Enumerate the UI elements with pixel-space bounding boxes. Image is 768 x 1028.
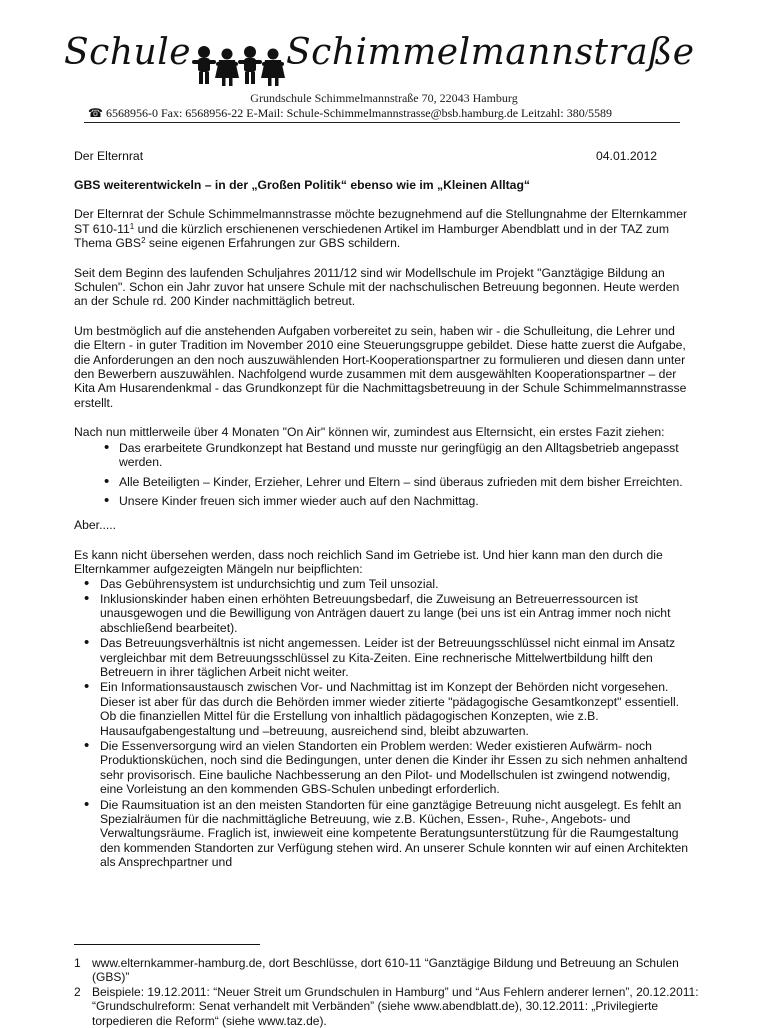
issues-list: [74, 577, 694, 870]
list-item: • Inklusionskinder haben einen erhöhten Betreuungsbedarf, die Zuweisung an Betreuerressourcen ist unausgewogen und die Bewilligung von Anträgen dauert zu lange (bei uns ist ein Antrag immer noch nicht abschließend bearbeitet).: [74, 592, 694, 635]
list-item: • Das erarbeitete Grundkonzept hat Bestand und musste nur geringfügig an den Alltagsbetrieb angepasst werden.: [74, 441, 694, 470]
school-name-left: Schule: [64, 32, 192, 73]
phone-icon: ☎: [88, 106, 103, 120]
footnote-number: 2: [74, 984, 81, 999]
letter-date: 04.01.2012: [596, 149, 657, 163]
intro-text-a: Der Elternrat der Schule Schimmelmannstrasse möchte bezugnehmend auf die Stellungnahme der Elternkammer ST 610-11: [74, 207, 688, 236]
footnote-divider: [74, 944, 260, 945]
footnote-ref-1: 1: [129, 221, 135, 231]
list-item: • Das Gebührensystem ist undurchsichtig und zum Teil unsozial.: [74, 577, 694, 591]
footnotes: [74, 956, 714, 1028]
subject-line: GBS weiterentwickeln – in der „Großen Politik“ ebenso wie im „Kleinen Alltag“: [74, 178, 531, 192]
intro-text-c: seine eigenen Erfahrungen zur GBS schildern.: [145, 236, 401, 251]
contact-line: [88, 106, 688, 120]
paragraph-fazit: Nach nun mittlerweile über 4 Monaten "On Air" können wir, zumindest aus Elternsicht, ein erstes Fazit ziehen:: [74, 425, 665, 440]
list-item: • Die Raumsituation ist an den meisten Standorten für eine ganztägige Betreuung nicht ausgelegt. Es fehlt an Spezialräumen für die nachmittägliche Betreuung, wie z.B. Küchen, Essen-, Ruhe-, Angebots- und Verwaltungsräume. Fraglich ist, inwieweit eine kompetente Beratungsunterstützung für die Raumgestaltung den kommenden Standorten zur Verfügung stehen wird. An unserer Schule konnten wir auf einen Architekten als Ansprechpartner und: [74, 798, 694, 870]
footnote-text: Beispiele: 19.12.2011: “Neuer Streit um Grundschulen in Hamburg” und “Aus Fehlern anderer lernen”, 20.12.2011: “Grundschulreform: Senat verhandelt mit Verbänden” (siehe www.abendblatt.de), 30.12.2011: „Privilegierte torpedieren die Reform“ (siehe www.taz.de).: [92, 984, 699, 1028]
intro-text-b: und die kürzlich erschienenen verschiedenen Artikel im Hamburger Abendblatt und in der TAZ zum Thema GBS: [74, 221, 669, 251]
footnote-number: 1: [74, 956, 81, 970]
list-item: • Die Essenversorgung wird an vielen Standorten ein Problem werden: Weder existieren Aufwärm- noch Produktionsküchen, noch sind die Bedingungen, unter denen die Kinder ihr Essen zu sich nehmen anhaltend sehr provisorisch. Eine bauliche Nachbesserung an den Pilot- und Modellschulen ist zwingend notwendig, eine Vorleistung an den kommenden GBS-Schulen unbedingt erforderlich.: [74, 739, 694, 797]
footnote: [74, 985, 714, 1028]
paragraph-modellschule: Seit dem Beginn des laufenden Schuljahres 2011/12 sind wir Modellschule im Projekt "Ganztägige Bildung an Schulen". Schon ein Jahr zuvor hat unsere Schule mit der nachschulischen Betreuung begonnen. Heute werden an der Schule rd. 200 Kinder nachmittäglich betreut.: [74, 265, 680, 309]
positives-list: [74, 441, 694, 509]
header-divider: [84, 122, 680, 123]
sender: Der Elternrat: [74, 149, 144, 163]
list-item: • Das Betreuungsverhältnis ist nicht angemessen. Leider ist der Betreuungsschlüssel nicht einmal im Ansatz vergleichbar mit dem Betreuungsschlüssel zu Kita-Zeiten. Eine rechnerische Mittelwertbildung hilft den Betreuern in ihrer täglichen Arbeit nicht weiter.: [74, 636, 694, 679]
contact-text: 6568956-0 Fax: 6568956-22 E-Mail: Schule-Schimmelmannstrasse@bsb.hamburg.de Leitzahl: 380/5589: [105, 106, 613, 120]
footnote-text: www.elternkammer-hamburg.de, dort Beschlüsse, dort 610-11 “Ganztägige Bildung und Betreuung an Schulen (GBS)”: [92, 956, 679, 985]
list-item: • Unsere Kinder freuen sich immer wieder auch auf den Nachmittag.: [74, 494, 694, 508]
school-children-logo: [190, 43, 286, 89]
paragraph-steuerungsgruppe: Um bestmöglich auf die anstehenden Aufgaben vorbereitet zu sein, haben wir - die Schulleitung, die Lehrer und die Eltern - in guter Tradition im November 2010 eine Steuerungsgruppe gebildet. Diese hatte zuerst die Aufgabe, die Anforderungen an den noch auszuwählenden Hort-Kooperationspartner zu formulieren und diesen dann unter den Bewerbern auszuwählen. Nachfolgend wurde zusammen mit dem ausgewählten Kooperationspartner – der Kita Am Husarendenkmal - das Grundkonzept für die Nachmittagsbetreuung in der Schule Schimmelmannstrasse erstellt.: [74, 323, 687, 410]
school-address: Grundschule Schimmelmannstraße 70, 22043 Hamburg: [250, 91, 518, 105]
letter-body: [74, 149, 694, 871]
list-item: • Alle Beteiligten – Kinder, Erzieher, Lehrer und Eltern – sind überaus zufrieden mit dem bisher Erreichten.: [74, 475, 694, 489]
paragraph-maengel: Es kann nicht übersehen werden, dass noch reichlich Sand im Getriebe ist. Und hier kann man den durch die Elternkammer aufgezeigten Mängeln nur beipflichten:: [74, 547, 663, 577]
footnote-ref-2: 2: [141, 236, 146, 246]
letterhead: [64, 32, 695, 96]
aber-line: Aber.....: [74, 518, 117, 533]
paragraph-intro: [74, 207, 694, 250]
list-item: • Ein Informationsaustausch zwischen Vor- und Nachmittag ist im Konzept der Behörden nicht vorgesehen. Dieser ist aber für das durch die Behörden immer wieder zitierte "pädagogische Gesamtkonzept" essentiell. Ob die finanziellen Mittel für die Erstellung von inhaltlich pädagogischen Konzepten, wie z.B. Hausaufgabengestaltung und –betreuung, ausreichend sind, bleibt abzuwarten.: [74, 680, 694, 738]
letter-header-row: [74, 149, 694, 163]
footnote: [74, 956, 714, 985]
school-name-right: Schimmelmannstraße: [286, 32, 695, 73]
